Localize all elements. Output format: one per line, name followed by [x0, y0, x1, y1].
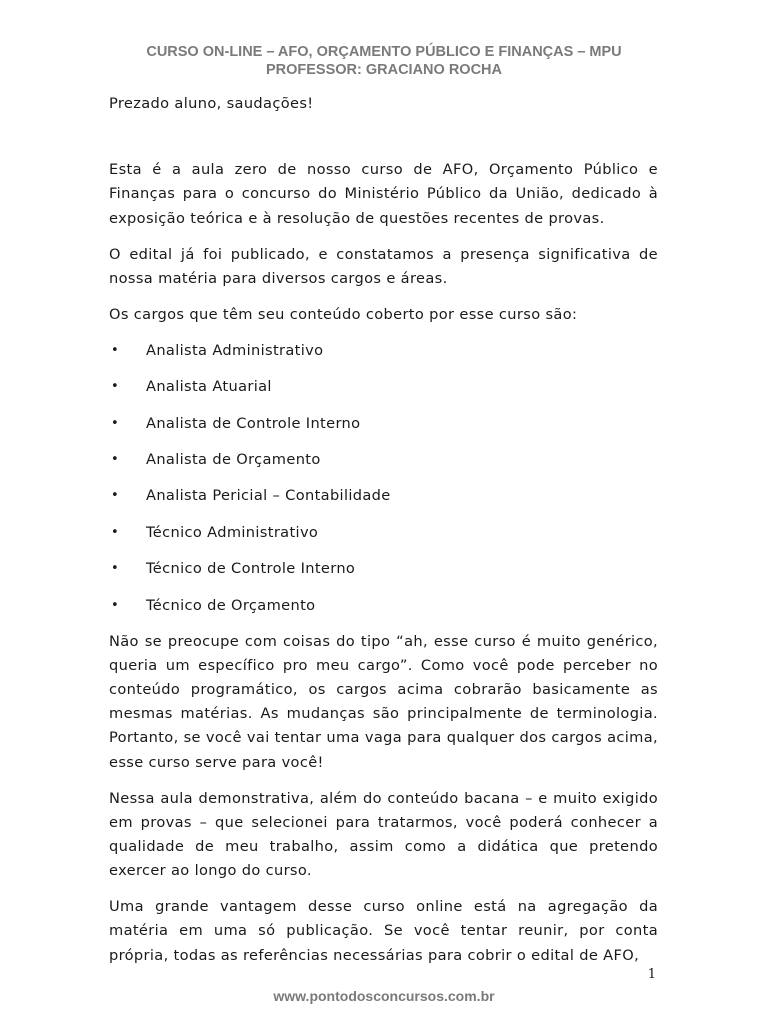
bullet-icon: • [110, 597, 120, 613]
list-item-label: Analista de Orçamento [146, 450, 321, 468]
list-item [109, 448, 658, 472]
greeting-text: Prezado aluno, saudações! [109, 95, 314, 112]
list-item [109, 339, 658, 363]
paragraph: O edital já foi publicado, e constatamos a presença significativa de nossa matéria para diversos cargos e áreas. [109, 245, 658, 287]
paragraph: Esta é a aula zero de nosso curso de AFO, Orçamento Público e Finanças para o concurso do Ministério Público da União, dedicado à exposição teórica e à resolução de questões recentes de provas. [109, 161, 658, 227]
list-item [109, 594, 658, 618]
list-item [109, 521, 658, 545]
document-body [109, 92, 658, 980]
page-number: 1 [647, 967, 656, 982]
professor-name: PROFESSOR: GRACIANO ROCHA [265, 62, 503, 78]
paragraph: Nessa aula demonstrativa, além do conteúdo bacana – e muito exigido em provas – que selecionei para tratarmos, você poderá conhecer a qualidade de meu trabalho, assim como a didática que pretendo exercer ao longo do curso. [109, 789, 658, 880]
list-item-label: Técnico de Orçamento [146, 596, 316, 614]
list-item-label: Técnico Administrativo [146, 523, 319, 541]
list-item-label: Analista Pericial – Contabilidade [146, 487, 391, 505]
list-item [109, 412, 658, 436]
page-header [0, 43, 768, 79]
positions-list [109, 339, 658, 618]
course-title: CURSO ON-LINE – AFO, ORÇAMENTO PÚBLICO E FINANÇAS – MPU [146, 44, 622, 60]
footer-url: www.pontodosconcursos.com.br [273, 988, 495, 1004]
bullet-icon: • [110, 488, 120, 504]
list-item-label: Técnico de Controle Interno [146, 560, 356, 578]
bullet-icon: • [110, 561, 120, 577]
list-item [109, 484, 658, 508]
bullet-icon: • [110, 379, 120, 395]
paragraph: Não se preocupe com coisas do tipo “ah, esse curso é muito genérico, queria um específico pro meu cargo”. Como você pode perceber no conteúdo programático, os cargos acima cobrarão basicamente as mesmas matérias. As mudanças são principalmente de terminologia. Portanto, se você vai tentar uma vaga para qualquer dos cargos acima, esse curso serve para você! [109, 632, 658, 771]
bullet-icon: • [110, 415, 120, 431]
bullet-icon: • [110, 342, 120, 358]
list-item-label: Analista Administrativo [146, 341, 324, 359]
list-item [109, 375, 658, 399]
paragraph: Uma grande vantagem desse curso online está na agregação da matéria em uma só publicação. Se você tentar reunir, por conta própria, todas as referências necessárias para cobrir o edital de AFO, [109, 898, 658, 964]
paragraph: Os cargos que têm seu conteúdo coberto por esse curso são: [109, 305, 578, 323]
bullet-icon: • [110, 451, 120, 467]
list-item-label: Analista Atuarial [146, 378, 272, 396]
list-item [109, 557, 658, 581]
list-item-label: Analista de Controle Interno [146, 414, 361, 432]
bullet-icon: • [110, 524, 120, 540]
